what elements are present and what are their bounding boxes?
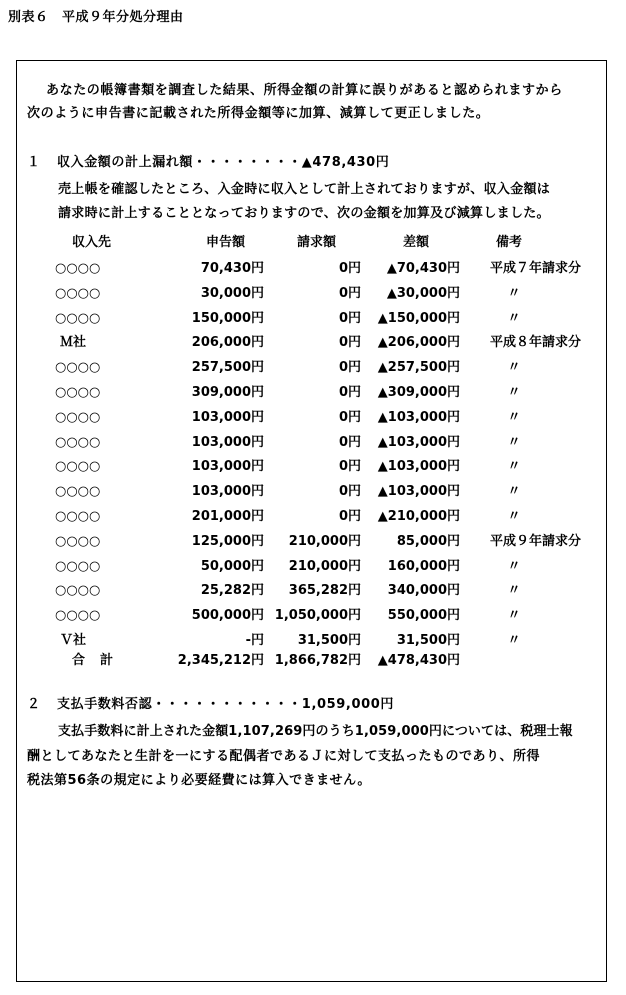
cell-billed: 210,000円	[288, 559, 361, 574]
cell-note	[505, 410, 615, 426]
table-row	[0, 435, 626, 451]
cell-declared: 50,000円	[200, 559, 264, 574]
table-row	[0, 484, 626, 500]
cell-diff: 85,000円	[396, 534, 460, 549]
cell-note: 平成９年請求分	[490, 534, 582, 549]
cell-billed: 0円	[338, 261, 361, 276]
total-billed: 1,866,782円	[274, 653, 361, 668]
cell-note	[505, 311, 615, 327]
cell-name: ○○○○	[55, 435, 101, 450]
cell-name: ○○○○	[55, 385, 101, 400]
cell-declared: 201,000円	[191, 509, 264, 524]
table-row	[0, 608, 626, 624]
cell-billed: 31,500円	[297, 633, 361, 648]
cell-name: ○○○○	[55, 608, 101, 623]
cell-billed: 0円	[338, 435, 361, 450]
cell-diff: 340,000円	[387, 583, 460, 598]
table-row	[0, 583, 626, 599]
ditto-mark: 〃	[507, 633, 521, 648]
table-row	[0, 360, 626, 376]
cell-note	[505, 435, 615, 451]
ditto-mark: 〃	[507, 484, 521, 499]
cell-note	[505, 459, 615, 475]
ditto-mark: 〃	[507, 311, 521, 326]
ditto-mark: 〃	[507, 559, 521, 574]
cell-diff: ▲210,000円	[377, 509, 460, 524]
cell-name: ○○○○	[55, 509, 101, 524]
ditto-mark: 〃	[507, 385, 521, 400]
page-title: 別表６ 平成９年分処分理由	[8, 10, 184, 25]
intro-line-2: 次のように申告書に記載された所得金額等に加算、減算して更正しました。	[27, 106, 490, 121]
cell-billed: 0円	[338, 335, 361, 350]
table-row	[0, 633, 626, 649]
cell-name: ○○○○	[55, 261, 101, 276]
cell-note	[505, 385, 615, 401]
cell-billed: 0円	[338, 459, 361, 474]
cell-billed: 0円	[338, 484, 361, 499]
intro-line-1: あなたの帳簿書類を調査した結果、所得金額の計算に誤りがあると認められますから	[46, 83, 563, 98]
cell-name: ○○○○	[55, 484, 101, 499]
cell-declared: 206,000円	[191, 335, 264, 350]
cell-name: ○○○○	[55, 360, 101, 375]
cell-diff: ▲150,000円	[377, 311, 460, 326]
cell-diff: ▲206,000円	[377, 335, 460, 350]
cell-declared: 500,000円	[191, 608, 264, 623]
ditto-mark: 〃	[507, 583, 521, 598]
cell-name: ○○○○	[55, 311, 101, 326]
section-1-paragraph-line-2: 請求時に計上することとなっておりますので、次の金額を加算及び減算しました。	[58, 206, 550, 221]
ditto-mark: 〃	[507, 435, 521, 450]
cell-billed: 0円	[338, 385, 361, 400]
cell-note	[505, 559, 615, 575]
cell-diff: ▲103,000円	[377, 459, 460, 474]
table-row	[0, 335, 626, 351]
cell-declared: 25,282円	[200, 583, 264, 598]
total-label-2: 計	[100, 653, 114, 668]
section-2-paragraph-line-1: 支払手数料に計上された金額1,107,269円のうち1,059,000円については、税理士報	[58, 724, 573, 739]
cell-billed: 0円	[338, 360, 361, 375]
cell-diff: 550,000円	[387, 608, 460, 623]
table-row	[0, 286, 626, 302]
table-total-row	[0, 653, 626, 669]
cell-name: ○○○○	[55, 459, 101, 474]
cell-declared: 103,000円	[191, 459, 264, 474]
cell-note	[505, 360, 615, 376]
table-row	[0, 509, 626, 525]
cell-note	[505, 484, 615, 500]
section-1-heading	[27, 155, 389, 171]
cell-name: Ｖ社	[60, 633, 87, 648]
cell-billed: 365,282円	[288, 583, 361, 598]
cell-declared: 150,000円	[191, 311, 264, 326]
ditto-mark: 〃	[507, 459, 521, 474]
section-2-paragraph-line-3: 税法第56条の規定により必要経費には算入できません。	[27, 773, 371, 788]
total-label-1: 合	[72, 653, 86, 668]
cell-billed: 1,050,000円	[274, 608, 361, 623]
cell-name: ○○○○	[55, 286, 101, 301]
cell-note	[505, 583, 615, 599]
ditto-mark: 〃	[507, 360, 521, 375]
cell-declared: 103,000円	[191, 484, 264, 499]
cell-billed: 0円	[338, 509, 361, 524]
cell-diff: ▲103,000円	[377, 484, 460, 499]
ditto-mark: 〃	[507, 410, 521, 425]
cell-note	[505, 509, 615, 525]
table-row	[0, 559, 626, 575]
cell-diff: ▲70,430円	[386, 261, 460, 276]
total-declared: 2,345,212円	[177, 653, 264, 668]
cell-name: ○○○○	[55, 534, 101, 549]
header-diff: 差額	[403, 235, 430, 250]
table-row	[0, 410, 626, 426]
ditto-mark: 〃	[507, 286, 521, 301]
cell-diff: 160,000円	[387, 559, 460, 574]
cell-billed: 0円	[338, 311, 361, 326]
total-diff: ▲478,430円	[377, 653, 460, 668]
header-note: 備考	[496, 235, 523, 250]
cell-declared: 70,430円	[200, 261, 264, 276]
cell-billed: 0円	[338, 410, 361, 425]
cell-name: ○○○○	[55, 559, 101, 574]
cell-declared: 125,000円	[191, 534, 264, 549]
table-row	[0, 311, 626, 327]
cell-declared: 257,500円	[191, 360, 264, 375]
section-2-heading	[27, 697, 394, 713]
section-1-title: 収入金額の計上漏れ額・・・・・・・・▲478,430円	[57, 155, 390, 170]
cell-diff: ▲309,000円	[377, 385, 460, 400]
cell-diff: 31,500円	[396, 633, 460, 648]
cell-diff: ▲30,000円	[386, 286, 460, 301]
cell-note	[505, 633, 615, 649]
table-row	[0, 385, 626, 401]
cell-diff: ▲103,000円	[377, 410, 460, 425]
ditto-mark: 〃	[507, 509, 521, 524]
table-row	[0, 459, 626, 475]
cell-declared: 309,000円	[191, 385, 264, 400]
cell-diff: ▲103,000円	[377, 435, 460, 450]
section-1-paragraph-line-1: 売上帳を確認したところ、入金時に収入として計上されておりますが、収入金額は	[58, 182, 551, 197]
table-row	[0, 261, 626, 277]
header-billed: 請求額	[297, 235, 337, 250]
cell-declared: 30,000円	[200, 286, 264, 301]
cell-name: ○○○○	[55, 410, 101, 425]
section-1-number: １	[27, 155, 41, 170]
section-2-paragraph-line-2: 酬としてあなたと生計を一にする配偶者であるＪに対して支払ったものであり、所得	[27, 749, 541, 764]
cell-note: 平成８年請求分	[490, 335, 582, 350]
cell-note	[505, 608, 615, 624]
section-2-title: 支払手数料否認・・・・・・・・・・・1,059,000円	[57, 697, 394, 712]
cell-note: 平成７年請求分	[490, 261, 582, 276]
header-declared: 申告額	[206, 235, 246, 250]
cell-declared: 103,000円	[191, 410, 264, 425]
cell-note	[505, 286, 615, 302]
cell-diff: ▲257,500円	[377, 360, 460, 375]
cell-declared: 103,000円	[191, 435, 264, 450]
cell-billed: 0円	[338, 286, 361, 301]
ditto-mark: 〃	[507, 608, 521, 623]
section-2-number: ２	[27, 697, 41, 712]
cell-name: Ｍ社	[60, 335, 87, 350]
table-row	[0, 534, 626, 550]
header-name: 収入先	[72, 235, 112, 250]
cell-declared: -円	[245, 633, 264, 648]
cell-name: ○○○○	[55, 583, 101, 598]
cell-billed: 210,000円	[288, 534, 361, 549]
